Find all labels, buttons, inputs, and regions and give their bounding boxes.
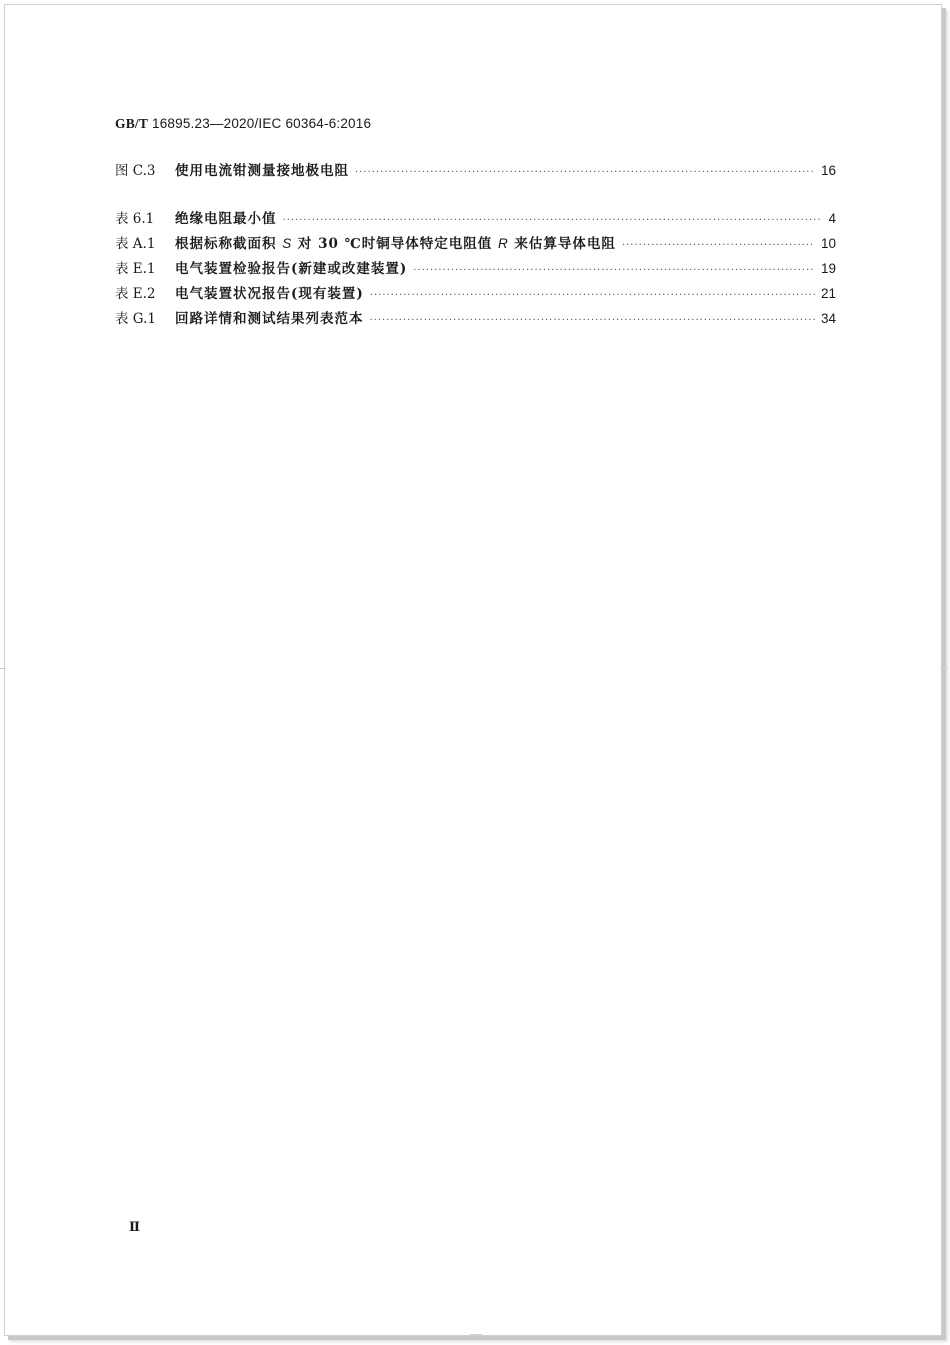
toc-leader-dots	[370, 290, 815, 301]
toc-leader-dots	[370, 315, 815, 326]
toc-entry-number: 表 E.1	[115, 261, 156, 277]
toc-entry-number: 表 A.1	[115, 236, 156, 252]
page-folio: Ⅱ	[129, 1220, 140, 1235]
toc-entry-number: 图 C.3	[115, 163, 156, 179]
crop-mark-right	[940, 668, 948, 669]
toc-entry-number: 表 6.1	[115, 211, 155, 227]
document-page	[4, 4, 942, 1336]
toc-entry-page: 34	[820, 311, 836, 326]
toc-leader-dots	[622, 240, 815, 251]
standard-number: 16895.23—2020/IEC 60364-6:2016	[148, 116, 372, 131]
toc-leader-dots	[413, 265, 815, 276]
toc-entry-page: 19	[820, 261, 836, 276]
toc-entry-number: 表 G.1	[115, 311, 156, 327]
toc-entry-title: 绝缘电阻最小值	[175, 211, 277, 227]
toc-leader-dots	[355, 167, 815, 178]
symbol-r: R	[497, 236, 509, 251]
toc-entry-figure-c3[interactable]	[115, 159, 836, 179]
toc-entry-title: 回路详情和测试结果列表范本	[175, 311, 364, 327]
toc-entry-table-e2[interactable]	[115, 282, 836, 302]
toc-entry-number: 表 E.2	[115, 286, 156, 302]
symbol-s: S	[282, 236, 293, 251]
standard-code: GB/T	[115, 116, 149, 131]
crop-mark-bottom	[470, 1334, 482, 1335]
toc-entry-title: 电气装置检验报告(新建或改建装置)	[175, 261, 408, 277]
toc-entry-title: 使用电流钳测量接地极电阻	[175, 163, 349, 179]
toc-entry-table-a1[interactable]	[115, 232, 836, 252]
toc-entry-page: 16	[820, 163, 836, 178]
running-header	[115, 116, 371, 132]
crop-mark-left	[0, 668, 6, 669]
toc-entry-page: 21	[820, 286, 836, 301]
toc-entry-page: 4	[828, 211, 836, 226]
toc-entry-page: 10	[820, 236, 836, 251]
toc-entry-table-g1[interactable]	[115, 307, 836, 327]
toc-entry-title: 电气装置状况报告(现有装置)	[175, 286, 364, 302]
toc-entry-table-e1[interactable]	[115, 257, 836, 277]
toc-leader-dots	[283, 215, 823, 226]
toc-entry-title: 根据标称截面积 S 对 30 ℃时铜导体特定电阻值 R 来估算导体电阻	[175, 236, 616, 252]
toc-entry-table-6-1[interactable]	[115, 207, 836, 227]
